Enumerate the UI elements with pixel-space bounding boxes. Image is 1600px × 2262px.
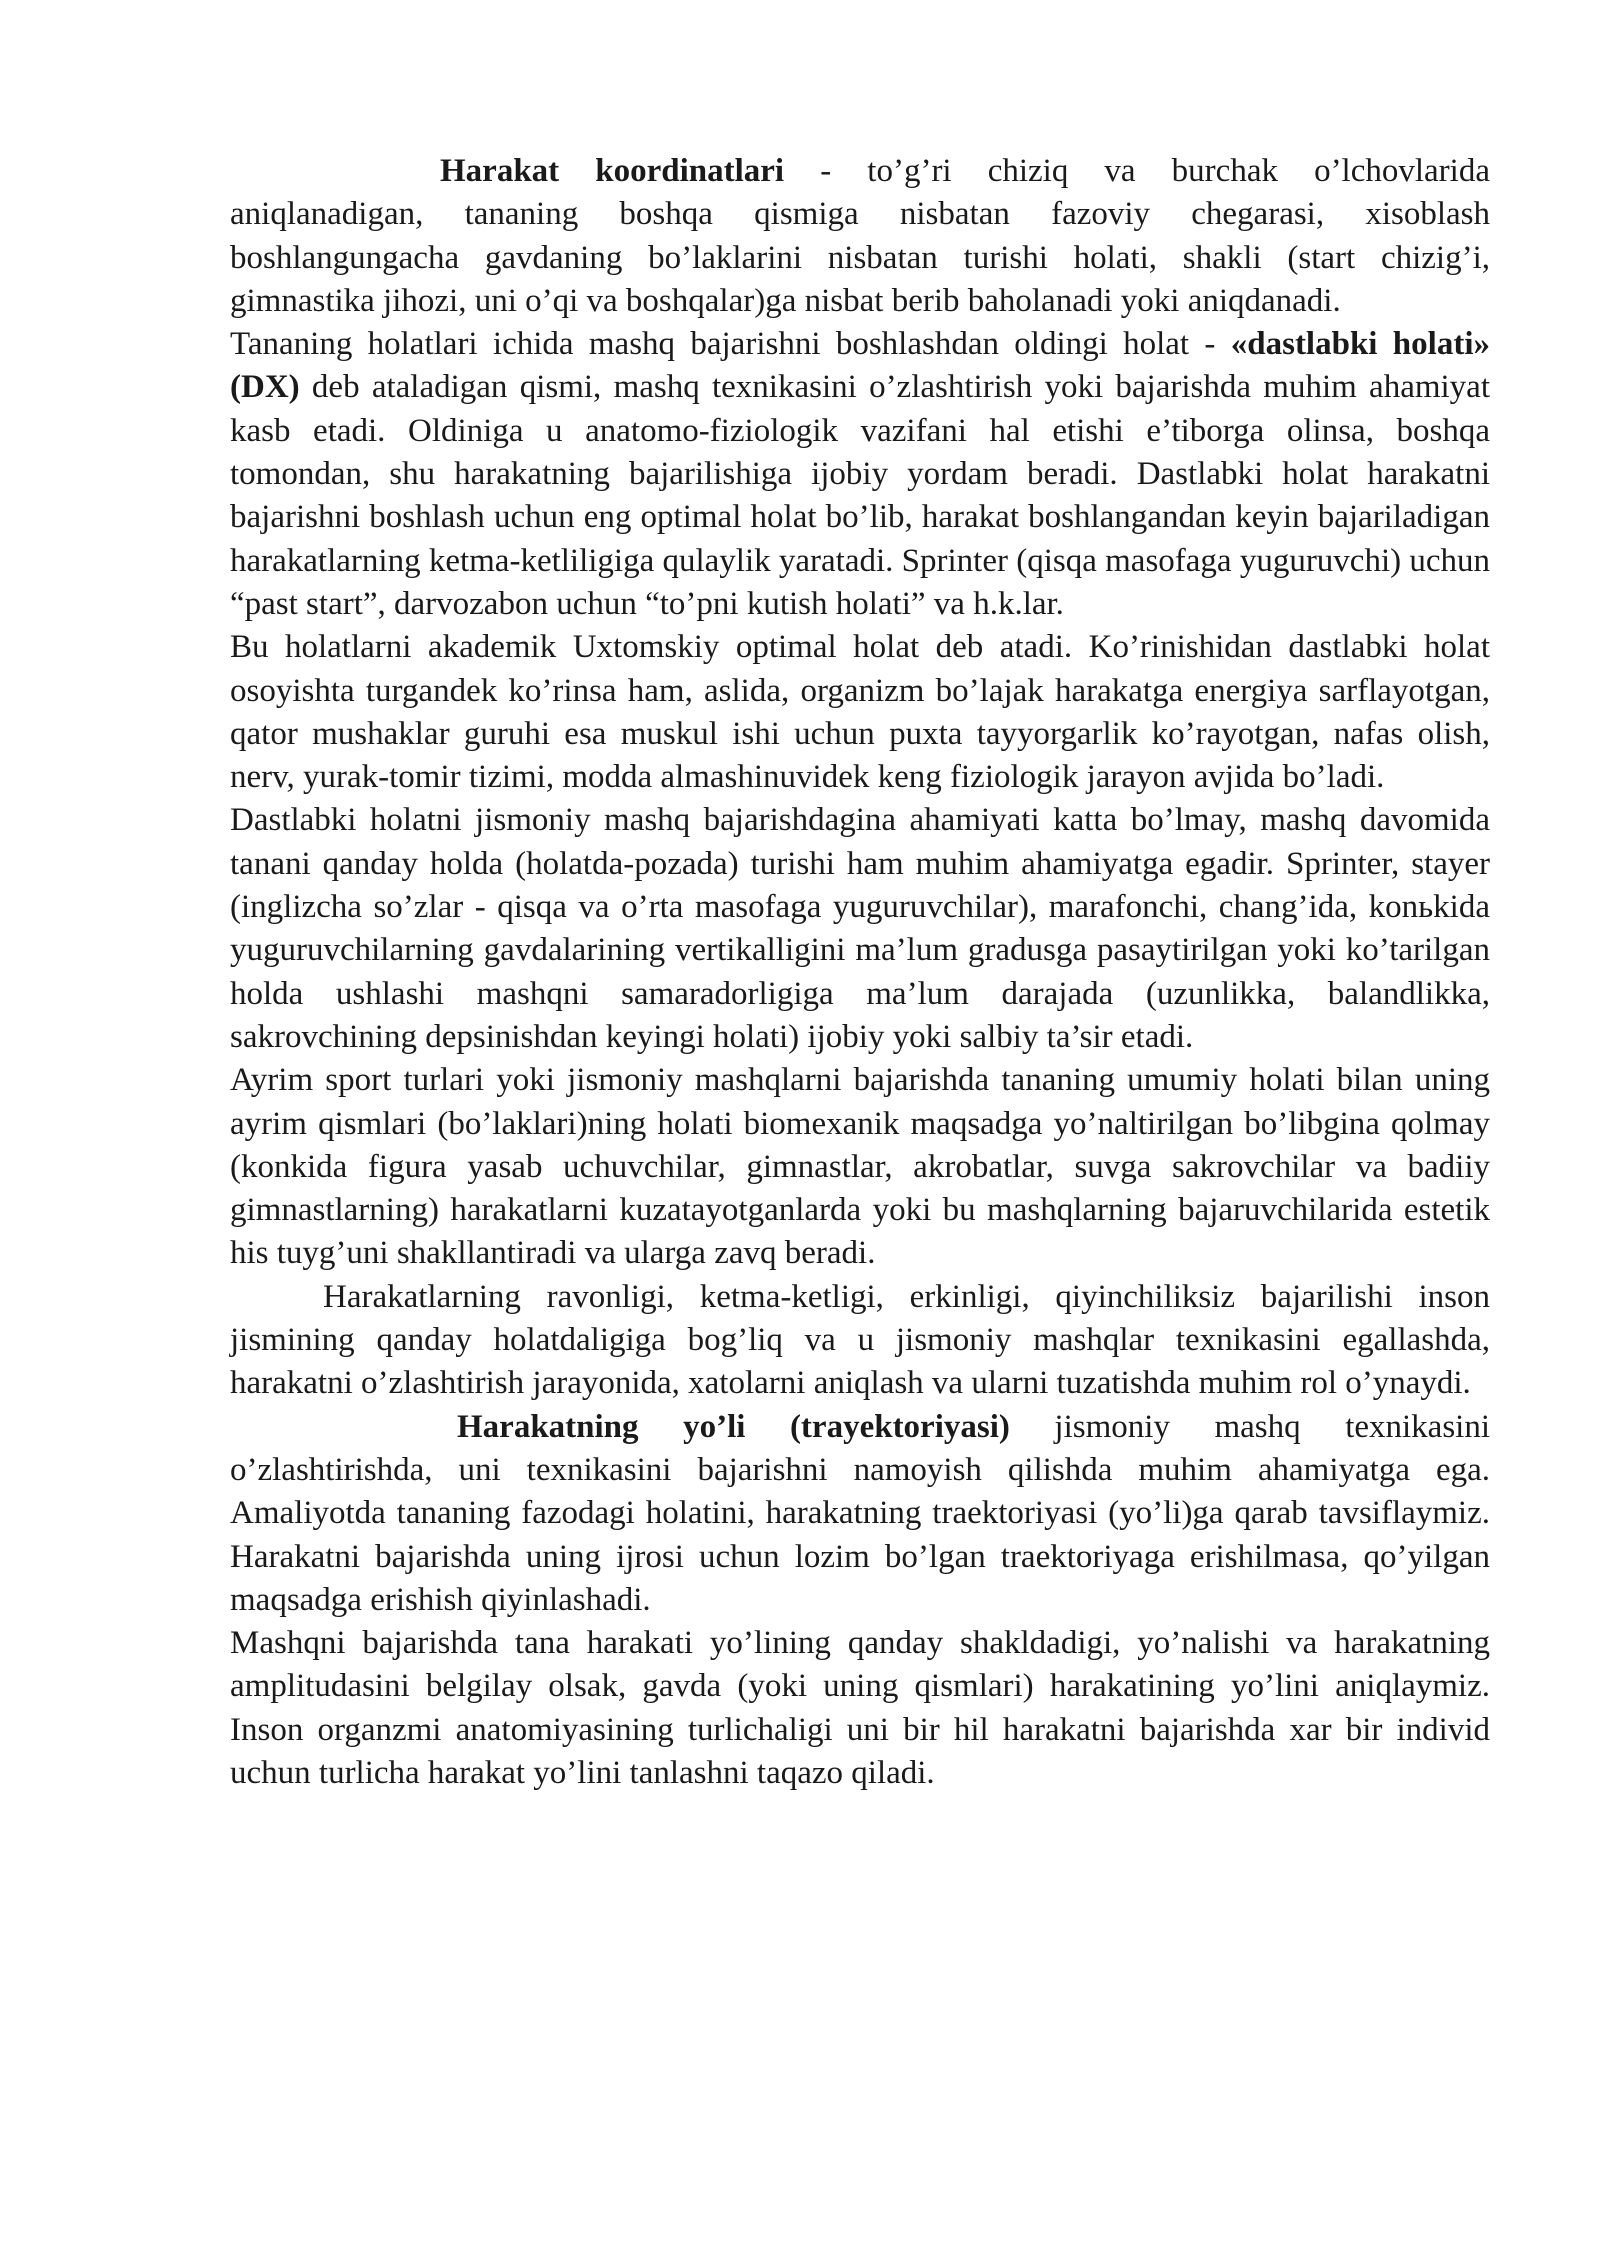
term-trajectory: Harakatning yo’li (trayektoriyasi)	[457, 1408, 1010, 1445]
paragraph-initial-position	[230, 323, 1490, 626]
paragraph-text: deb ataladigan qismi, mashq texnikasini o’zlashtirish yoki bajarishda muhim ahamiyat kasb etadi. Oldiniga u anatomo-fiziologik vazifani hal etishi e’tiborga olinsa, boshqa tomondan, shu harakatning bajarilishiga ijobiy yordam beradi. Dastlabki holat harakatni bajarishni boshlash uchun eng optimal holat bo’lib, harakat boshlangandan keyin bajariladigan harakatlarning ketma-ketliligiga qulaylik yaratadi. Sprinter (qisqa masofaga yuguruvchi) uchun “past start”, darvozabon uchun “to’pni kutish holati” va h.k.lar.	[230, 369, 1491, 622]
paragraph-aesthetic: Ayrim sport turlari yoki jismoniy mashqlarni bajarishda tananing umumiy holati bilan uning ayrim qismlari (bo’laklari)ning holati biomexanik maqsadga yo’naltirilgan bo’libgina qolmay (konkida figura yasab uchuvchilar, gimnastlar, akrobatlar, suvga sakrovchilar va badiiy gimnastlarning) harakatlarni kuzatayotganlarda yoki bu mashqlarning bajaruvchilarida estetik his tuyg’uni shakllantiradi va ularga zavq beradi.	[230, 1062, 1490, 1272]
paragraph-text: - to’g’ri chiziq va burchak o’lchovlarida aniqlanadigan, tananing boshqa qismiga nisbatan fazoviy chegarasi, xisoblash boshlangungacha gavdaning bo’laklarini nisbatan turishi holati, shakli (start chizig’i, gimnastika jihozi, uni o’qi va boshqalar)ga nisbat berib baholanadi yoki aniqdanadi.	[230, 153, 1490, 319]
paragraph-trajectory-shape: Mashqni bajarishda tana harakati yo’lining qanday shakldadigi, yo’nalishi va harakatning amplitudasini belgilay olsak, gavda (yoki uning qismlari) harakatining yo’lini aniqlaymiz. Inson organzmi anatomiyasining turlichaligi uni bir hil harakatni bajarishda xar bir individ uchun turlicha harakat yo’lini tanlashni taqazo qiladi.	[230, 1625, 1490, 1791]
paragraph-posture-during-exercise: Dastlabki holatni jismoniy mashq bajarishdagina ahamiyati katta bo’lmay, mashq davomida tanani qanday holda (holatda-pozada) turishi ham muhim ahamiyatga egadir. Sprinter, stayer (inglizcha so’zlar - qisqa va o’rta masofaga yuguruvchilar), marafonchi, chang’ida, konьkida yuguruvchilarning gavdalarining vertikalligini ma’lum gradusga pasaytirilgan yoki ko’tarilgan holda ushlashi mashqni samaradorligiga ma’lum darajada (uzunlikka, balandlikka, sakrovchining depsinishdan keyingi holati) ijobiy yoki salbiy ta’sir etadi.	[230, 802, 1490, 1055]
document-body	[230, 150, 1490, 1795]
paragraph-smoothness: Harakatlarning ravonligi, ketma-ketligi, erkinligi, qiyinchiliksiz bajarilishi inson jismining qanday holatdaligiga bog’liq va u jismoniy mashqlar texnikasini egallashda, harakatni o’zlashtirish jarayonida, xatolarni aniqlash va ularni tuzatishda muhim rol o’ynaydi.	[230, 1278, 1490, 1402]
paragraph-movement-coordinates	[230, 150, 1490, 323]
paragraph-trajectory	[230, 1406, 1490, 1622]
term-movement-coordinates: Harakat koordinatlari	[440, 153, 785, 189]
term-initial-position: «dastlabki holati» (DX)	[230, 326, 1490, 406]
paragraph-uxtomskiy: Bu holatlarni akademik Uxtomskiy optimal holat deb atadi. Ko’rinishidan dastlabki holat osoyishta turgandek ko’rinsa ham, aslida, organizm bo’lajak harakatga energiya sarflayotgan, qator mushaklar guruhi esa muskul ishi uchun puxta tayyorgarlik ko’rayotgan, nafas olish, nerv, yurak-tomir tizimi, modda almashinuvidek keng fiziologik jarayon avjida bo’ladi.	[230, 629, 1490, 796]
paragraph-text: jismoniy mashq texnikasini o’zlashtirishda, uni texnikasini bajarishni namoyish qilishda muhim ahamiyatga ega. Amaliyotda tananing fazodagi holatini, harakatning traektoriyasi (yo’li)ga qarab tavsiflaymiz. Harakatni bajarishda uning ijrosi uchun lozim bo’lgan traektoriyaga erishilmasa, qo’yilgan maqsadga erishish qiyinlashadi.	[230, 1408, 1491, 1618]
paragraph-lead: Tananing holatlari ichida mashq bajarishni boshlashdan oldingi holat -	[230, 326, 1231, 363]
